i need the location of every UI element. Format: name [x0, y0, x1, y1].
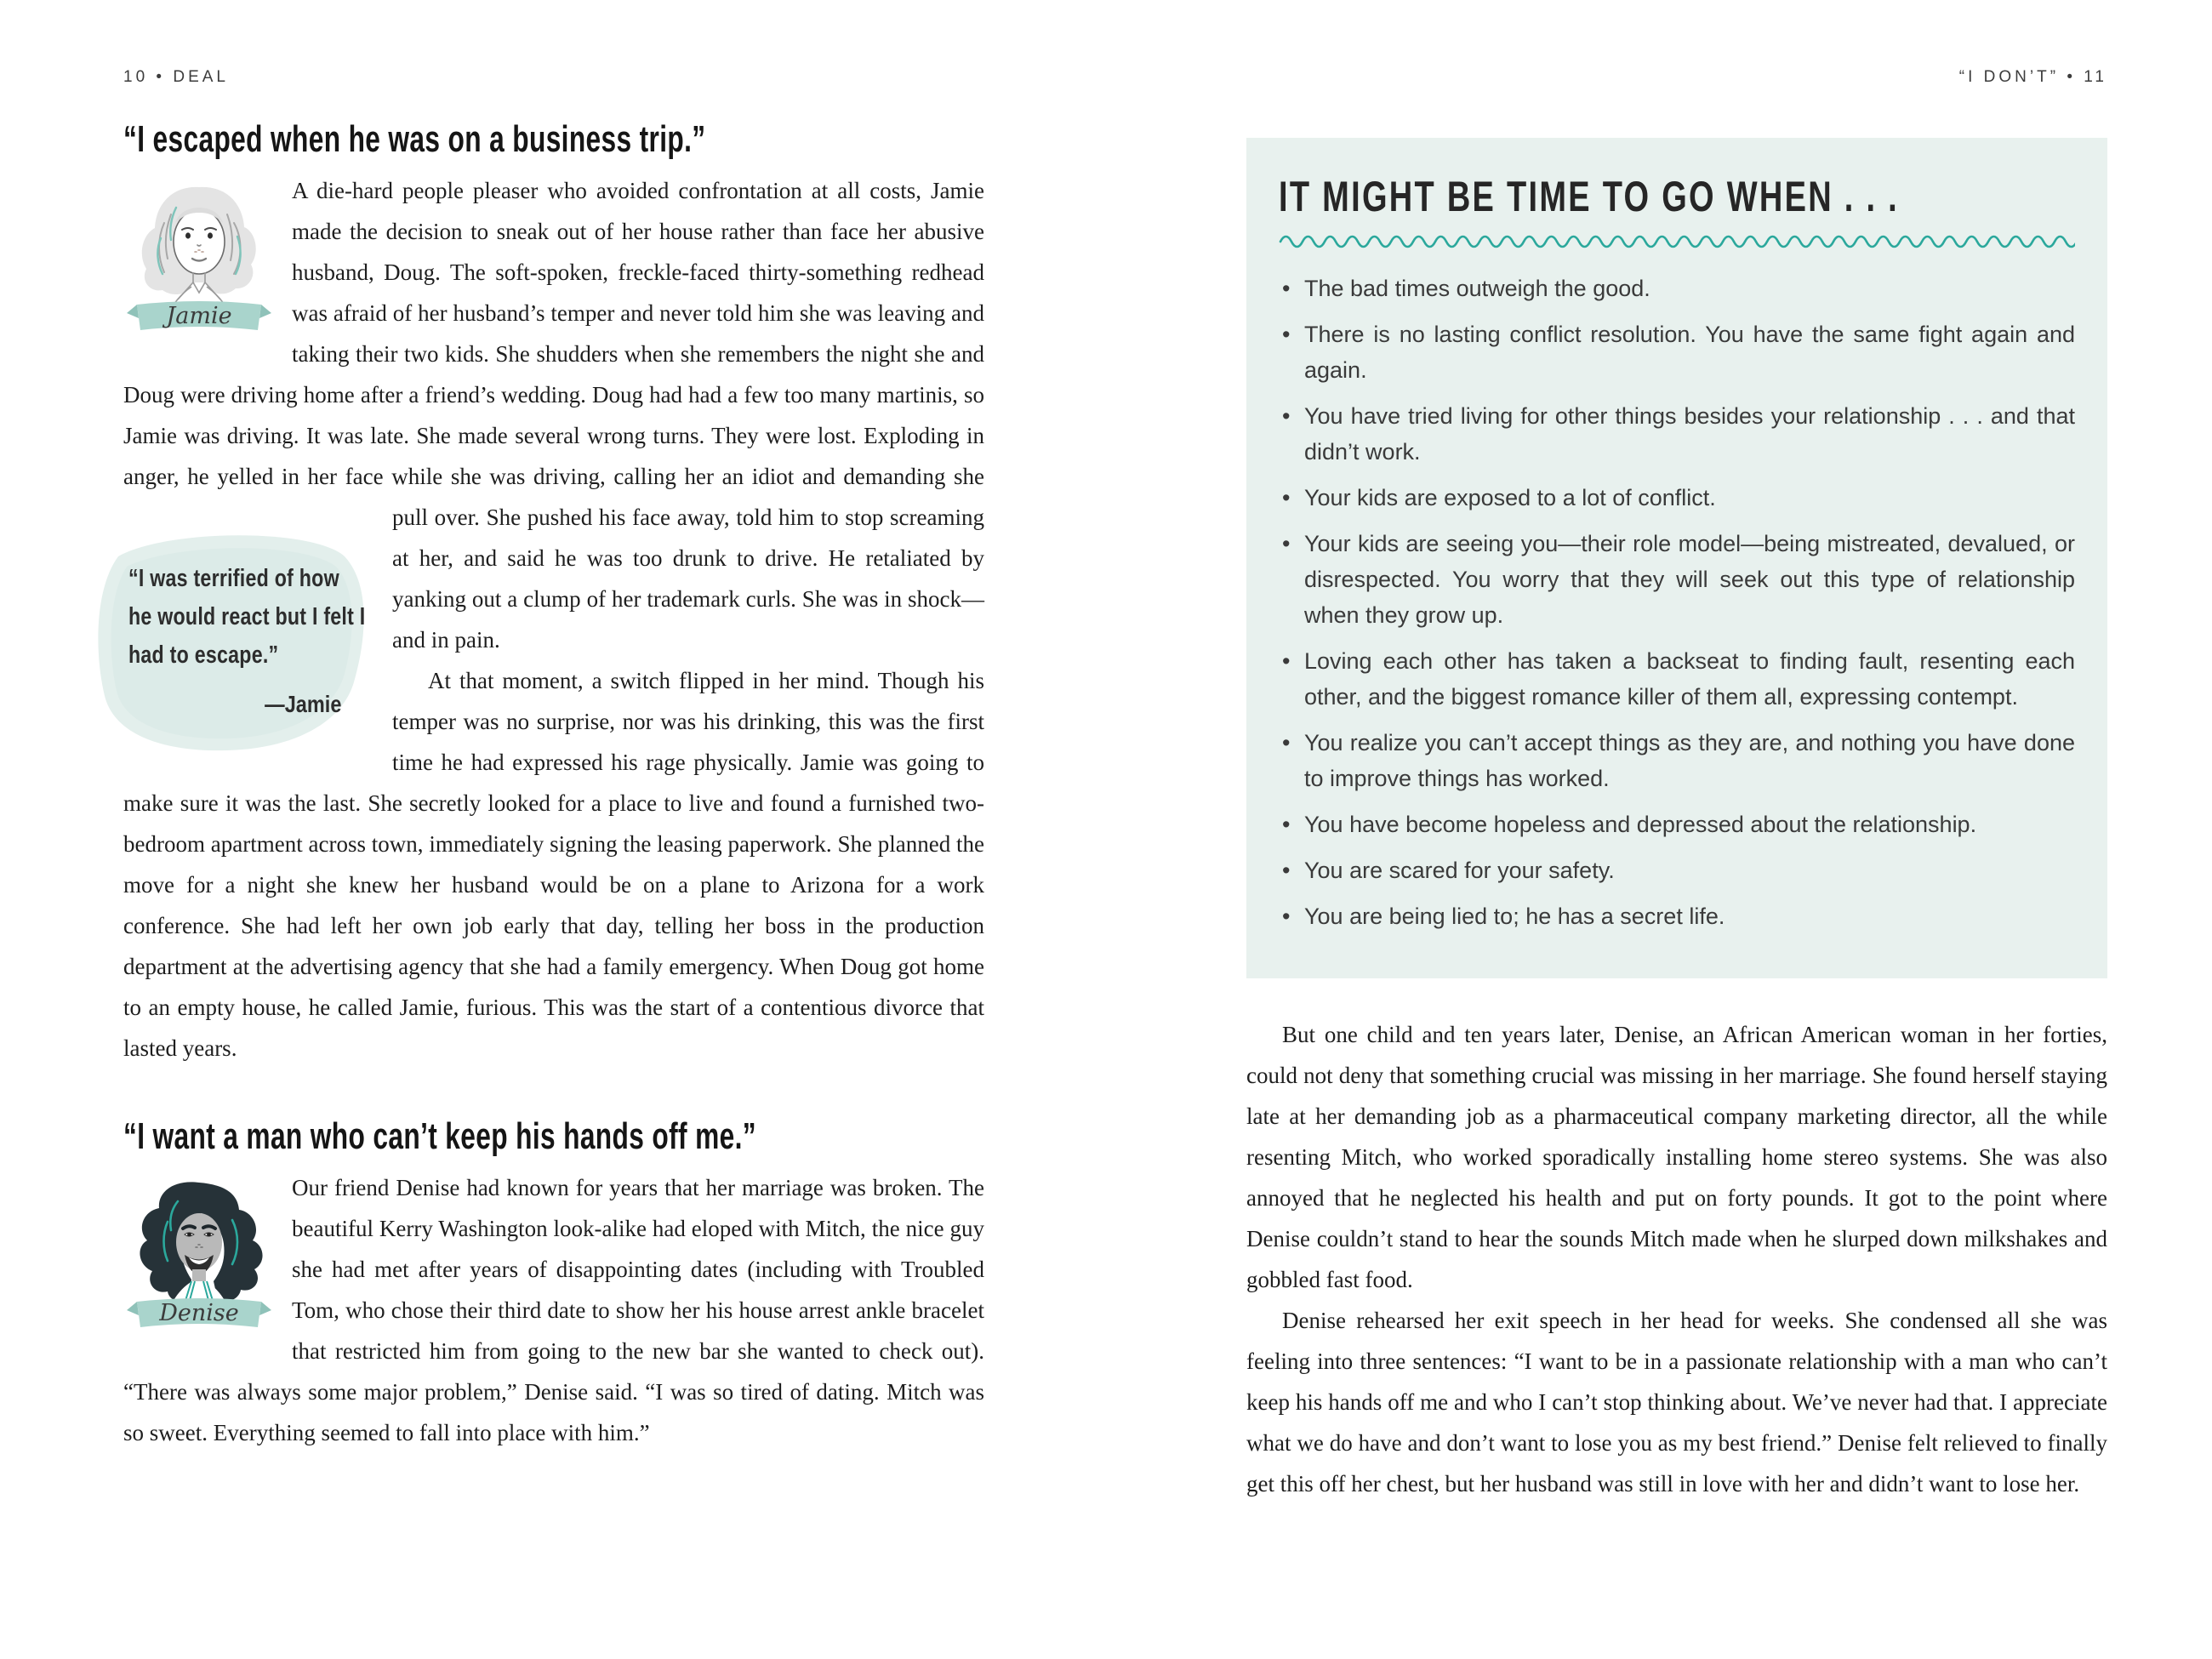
checklist-item-text: Your kids are seeing you—their role model—being mistreated, devalued, or disrespected. You worry that they will seek out this type of relationship when they grow up.: [1304, 531, 2075, 628]
checklist-item: [1279, 398, 2075, 470]
checklist-item-text: You are being lied to; he has a secret life.: [1304, 904, 1725, 929]
checklist-item: [1279, 643, 2075, 715]
bullet-icon: •: [1282, 904, 1291, 929]
checklist-item: [1279, 898, 2075, 934]
checklist-item-text: The bad times outweigh the good.: [1304, 276, 1650, 301]
bullet-icon: •: [1282, 531, 1291, 556]
bullet-icon: •: [1282, 485, 1291, 510]
checklist-item-text: You have become hopeless and depressed about the relationship.: [1304, 812, 1977, 837]
denise-portrait-illustration: [123, 1176, 275, 1334]
time-to-go-panel: [1246, 138, 2107, 978]
checklist-item: [1279, 526, 2075, 633]
section-heading-escape: [123, 118, 984, 160]
paragraph-text: Our friend Denise had known for years that her marriage was broken. The beautiful Kerry Washington look-alike had eloped with Mitch, the nice guy she had met after years of disappointing dates (including with Troubled Tom, who chose their third date to show her his house arrest ankle bracelet that restricted him from going to the new bar she wanted to check out). “There was always some major problem,” Denise said. “I was so tired of dating. Mitch was so sweet. Everything seemed to fall into place with him.”: [123, 1175, 984, 1445]
checklist-item: [1279, 852, 2075, 888]
bullet-icon: •: [1282, 322, 1291, 347]
bullet-icon: •: [1282, 403, 1291, 429]
checklist-item-text: You have tried living for other things besides your relationship . . . and that didn’t work.: [1304, 403, 2075, 465]
jamie-portrait-illustration: [123, 179, 275, 337]
wavy-divider: [1279, 235, 2075, 248]
right-page: [1246, 68, 2107, 1504]
checklist-item-text: Your kids are exposed to a lot of conflict.: [1304, 485, 1716, 510]
checklist-item: [1279, 725, 2075, 796]
checklist-item: [1279, 480, 2075, 516]
checklist-item-text: You are scared for your safety.: [1304, 858, 1615, 883]
pull-quote-attribution: —Jamie: [264, 691, 341, 717]
left-page: [123, 68, 984, 1453]
pull-quote: [89, 507, 370, 764]
checklist-item: [1279, 271, 2075, 306]
bullet-icon: •: [1282, 858, 1291, 883]
paragraph-denise-2: Denise rehearsed her exit speech in her head for weeks. She condensed all she was feeling into three sentences: “I want to be in a passionate relationship with a man who can’t keep his hands off me and who I can’t stop thinking about. We’ve never had that. I appreciate what we do have and don’t want to lose you as my best friend.” Denise felt relieved to finally get this off her chest, but her husband was still in love with her and didn’t want to lose her.: [1246, 1308, 2107, 1497]
denise-portrait-svg: [123, 1176, 275, 1334]
checklist-item-text: Loving each other has taken a backseat to finding fault, resenting each other, and the biggest romance killer of them all, expressing contempt.: [1304, 648, 2075, 710]
denise-name-banner: [127, 1298, 271, 1327]
denise-name-label: Denise: [159, 1300, 239, 1326]
running-head-right: “I DON’T” • 11: [1958, 68, 2107, 86]
checklist-item: [1279, 316, 2075, 388]
running-head-left: 10 • DEAL: [123, 68, 229, 86]
section-heading-escape-text: “I escaped when he was on a business trip.”: [123, 118, 706, 160]
panel-title-text: IT MIGHT BE TIME TO GO WHEN . . .: [1279, 173, 1899, 220]
paragraph-escape-2: At that moment, a switch flipped in her mind. Though his temper was no surprise, nor was his drinking, this was the first time he had expressed his rage physically. Jamie was going to make sure it was the last. She secretly looked for a place to live and found a furnished two-bedroom apartment across town, immediately signing the leasing paperwork. She planned the move for a night she knew her husband would be on a plane to Arizona for a work conference. She had left her own job early that day, telling her boss in the production department at the advertising agency that she had a family emergency. When Doug got home to an empty house, he called Jamie, furious. This was the start of a contentious divorce that lasted years.: [123, 668, 984, 1061]
panel-title: [1279, 175, 2075, 218]
paragraph-denise-1: But one child and ten years later, Denise, an African American woman in her forties, could not deny that something crucial was missing in her marriage. She found herself staying late at her demanding job as a pharmaceutical company marketing director, all the while resenting Mitch, who worked sporadically installing home stereo systems. She was also annoyed that he neglected his health and put on forty pounds. It got to the point where Denise couldn’t stand to hear the sounds Mitch made when he slurped down milkshakes and gobbled fast food.: [1246, 1022, 2107, 1292]
paragraph-text: pushed his face away, told him to stop screaming at her, and said he was too drunk to drive. He retaliated by yanking out a clump of her trademark curls. She was in shock—and in pain.: [392, 505, 984, 653]
bullet-icon: •: [1282, 812, 1291, 837]
section-heading-hands-text: “I want a man who can’t keep his hands off me.”: [123, 1115, 756, 1157]
pull-quote-text: “I was terrified of how he would react but I felt I had to escape.”: [128, 565, 366, 669]
bullet-icon: •: [1282, 648, 1291, 674]
section-hands-body: [123, 1167, 984, 1453]
bullet-icon: •: [1282, 276, 1291, 301]
jamie-portrait-svg: [123, 179, 275, 337]
jamie-name-banner: [127, 301, 271, 330]
bullet-icon: •: [1282, 730, 1291, 755]
section-escape-body: [123, 170, 984, 1069]
checklist: [1279, 271, 2075, 934]
checklist-item-text: You realize you can’t accept things as they are, and nothing you have done to improve things has worked.: [1304, 730, 2075, 791]
section-heading-hands: [123, 1115, 984, 1157]
checklist-item: [1279, 807, 2075, 842]
jamie-name-label: Jamie: [166, 303, 232, 329]
paragraph-text: A die-hard people pleaser who avoided confrontation at all costs, Jamie made the decision to sneak out of her house rather than face her abusive husband, Doug. The soft-spoken, freckle-faced thirty-something redhead was afraid of her husband’s temper and never told him she was leaving and taking their two kids. She shudders when she remembers the night she and Doug were driving home after a friend’s wedding. Doug had had a few too many martinis, so Jamie was driving. It was late. She made several wrong turns. They were lost. Exploding in anger, he yelled in her face while she was driving, calling her an idiot and demanding she pull over. She: [123, 178, 984, 530]
checklist-item-text: There is no lasting conflict resolution. You have the same fight again and again.: [1304, 322, 2075, 383]
